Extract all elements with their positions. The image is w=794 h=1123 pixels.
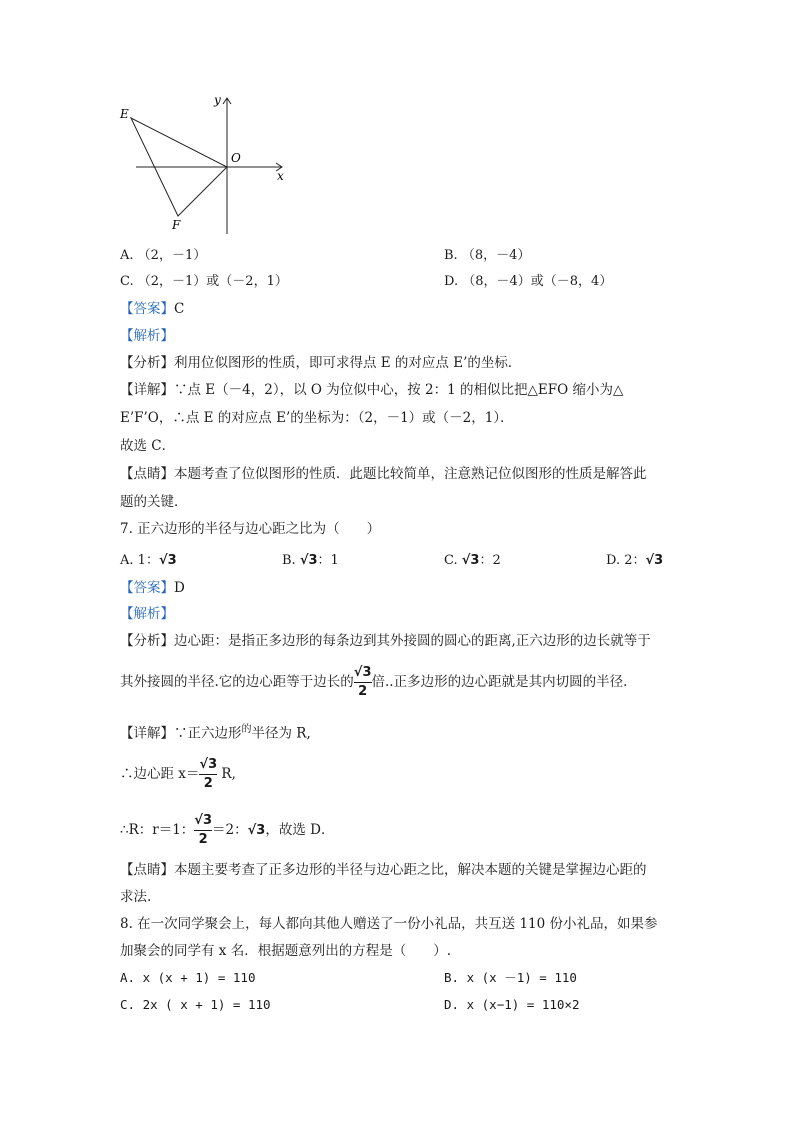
q6-xiangjie-1: 【详解】∵点 E（－4，2），以 O 为位似中心，按 2：1 的相似比把△EFO 缩小为△ [120,382,624,398]
label-y: y [214,93,221,107]
q7-fenxi-1: 【分析】边心距：是指正多边形的每条边到其外接圆的圆心的距离,正六边形的边长就等于 [120,633,651,649]
q7-dianjing-2: 求法. [120,889,152,905]
label-f: F [172,218,181,232]
q7-fenxi-2: 其外接圆的半径.它的边心距等于边长的 $\frac{√3}{2}$ 倍..正多边形的边心距就是其内切圆的半径. [120,665,628,699]
fraction-sqrt3-over-2: $\frac{√3}{2}$ [199,757,218,791]
q8-option-a: A. x (x + 1) = 110 [120,970,256,985]
q8-option-b: B. x (x －1) = 110 [444,970,577,985]
q6-fenxi: 【分析】利用位似图形的性质，即可求得点 E 的对应点 E’的坐标． [120,355,522,371]
q6-xiangjie-2: E’F’O，∴点 E 的对应点 E’的坐标为：（2，－1）或（－2，1）． [120,410,514,426]
q7-option-a: A. 1：√3 [120,553,177,568]
q7-option-c: C. √3：2 [444,553,501,568]
q8-stem-2: 加聚会的同学有 x 名．根据题意列出的方程是（ ）. [120,943,451,959]
q7-line-x: ∴边心距 x＝ $\frac{√3}{2}$ R, [120,757,236,791]
q8-option-d: D. x (x−1) = 110×2 [444,997,580,1012]
q6-xiangjie-3: 故选 C． [120,438,176,454]
q6-analysis-heading: 【解析】 [120,328,174,344]
q7-dianjing-1: 【点睛】本题主要考查了正多边形的半径与边心距之比，解决本题的关键是掌握边心距的 [120,862,647,878]
label-e: E [120,107,129,121]
label-o: O [231,151,241,165]
q7-answer: 【答案】D [120,580,185,596]
q7-option-b: B. √3：1 [282,553,339,568]
q7-line-ratio: ∴R：r＝1： $\frac{√3}{2}$ ＝2：√3，故选 D． [120,813,335,847]
fraction-sqrt3-over-2: $\frac{√3}{2}$ [194,813,213,847]
q7-xiangjie-1: 【详解】∵正六边形$^的$半径为 R, [120,724,311,742]
q8-option-c: C. 2x ( x + 1) = 110 [120,997,271,1012]
q7-stem: 7. 正六边形的半径与边心距之比为（ ） [120,521,381,537]
q7-option-d: D. 2：√3 [606,553,664,568]
q6-option-b: B. （8，－4） [444,248,531,263]
q6-dianjing-2: 题的关键． [120,494,188,510]
fraction-sqrt3-over-2: $\frac{√3}{2}$ [353,665,372,699]
q6-option-a: A. （2，－1） [120,248,207,263]
q6-answer: 【答案】C [120,301,185,317]
q7-analysis-heading: 【解析】 [120,606,174,622]
q8-stem-1: 8. 在一次同学聚会上，每人都向其他人赠送了一份小礼品，共互送 110 份小礼品，如果参 [120,916,658,932]
q6-dianjing-1: 【点睛】本题考查了位似图形的性质．此题比较简单，注意熟记位似图形的性质是解答此 [120,466,647,482]
label-x: x [277,169,284,183]
coordinate-figure [112,92,292,237]
q6-option-c: C. （2，－1）或（－2，1） [120,274,288,289]
q6-option-d: D. （8，－4）或（－8，4） [444,274,613,289]
